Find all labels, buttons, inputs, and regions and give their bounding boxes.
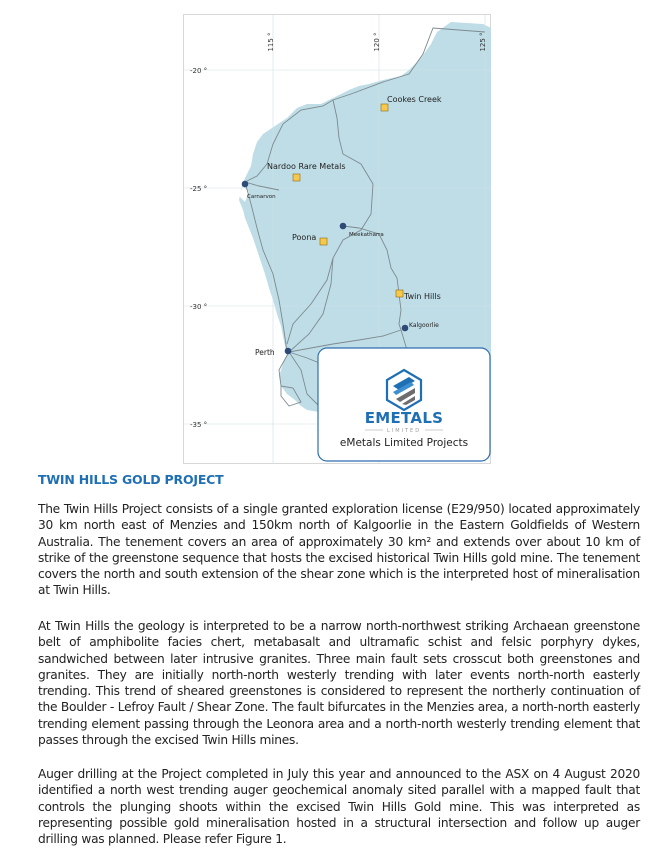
project-label: Cookes Creek — [387, 95, 442, 104]
map-figure — [183, 14, 491, 464]
project-label: Twin Hills — [404, 292, 441, 301]
town-label: Kalgoorlie — [409, 322, 439, 329]
map-legend-box — [318, 348, 490, 461]
section-heading: TWIN HILLS GOLD PROJECT — [38, 472, 224, 487]
latitude-label-25: -25 ° — [190, 185, 208, 193]
project-square-icon — [320, 238, 327, 245]
legend-brand-name: EMETALS — [364, 409, 444, 427]
latitude-label-35: -35 ° — [190, 421, 208, 429]
project-label: Nardoo Rare Metals — [267, 162, 346, 171]
project-square-icon — [293, 174, 300, 181]
project-square-icon — [396, 290, 403, 297]
legend-brand-sub: LIMITED — [386, 428, 422, 434]
latitude-label-30: -30 ° — [190, 303, 208, 311]
town-dot-icon — [242, 181, 249, 188]
body-paragraph: Auger drilling at the Project completed in July this year and announced to the ASX on 4 August 2020 identified a north west trending auger geochemical anomaly sited parallel with a mapped fault that controls the plunging shoots within the excised Twin Hills Gold mine. This was interpreted as representing possible gold mineralisation hosted in a structural intersection and follow up auger drilling was planned. Please refer Figure 1. — [38, 767, 640, 847]
town-dot-icon — [402, 325, 409, 332]
project-location-map — [183, 14, 491, 464]
town-label: Carnarvon — [247, 194, 276, 200]
legend-caption: eMetals Limited Projects — [339, 437, 469, 449]
latitude-label-20: -20 ° — [190, 67, 208, 75]
body-paragraph: The Twin Hills Project consists of a single granted exploration license (E29/950) located approximately 30 km north east of Menzies and 150km north of Kalgoorlie in the Eastern Goldfields of Western Australia. The tenement covers an area of approximately 30 km² and extends over about 10 km of strike of the greenstone sequence that hosts the excised historical Twin Hills gold mine. The tenement covers the north and south extension of the shear zone which is the interpreted host of mineralisation at Twin Hills. — [38, 502, 640, 598]
town-label: Perth — [255, 348, 275, 357]
town-label: Meekatharra — [349, 232, 384, 238]
longitude-label-120: 120 ° — [373, 32, 381, 52]
project-label: Poona — [292, 233, 317, 242]
town-dot-icon — [340, 223, 347, 230]
longitude-label-125: 125 ° — [479, 32, 487, 52]
town-dot-icon — [285, 348, 292, 355]
longitude-label-115: 115 ° — [267, 32, 275, 52]
project-square-icon — [381, 104, 388, 111]
body-paragraph: At Twin Hills the geology is interpreted to be a narrow north-northwest striking Archaean greenstone belt of amphibolite facies chert, metabasalt and ultramafic schist and felsic porphyry dykes, sandwiched between later intrusive granites. Three main fault sets crosscut both greenstones and granites. They are initially north-north westerly trending with later events north-north easterly trending. This trend of sheared greenstones is considered to represent the northerly continuation of the Boulder - Lefroy Fault / Shear Zone. The fault bifurcates in the Menzies area, a north-north easterly trending element passing through the Leonora area and a north-north westerly trending element that passes through the excised Twin Hills mines. — [38, 619, 640, 748]
